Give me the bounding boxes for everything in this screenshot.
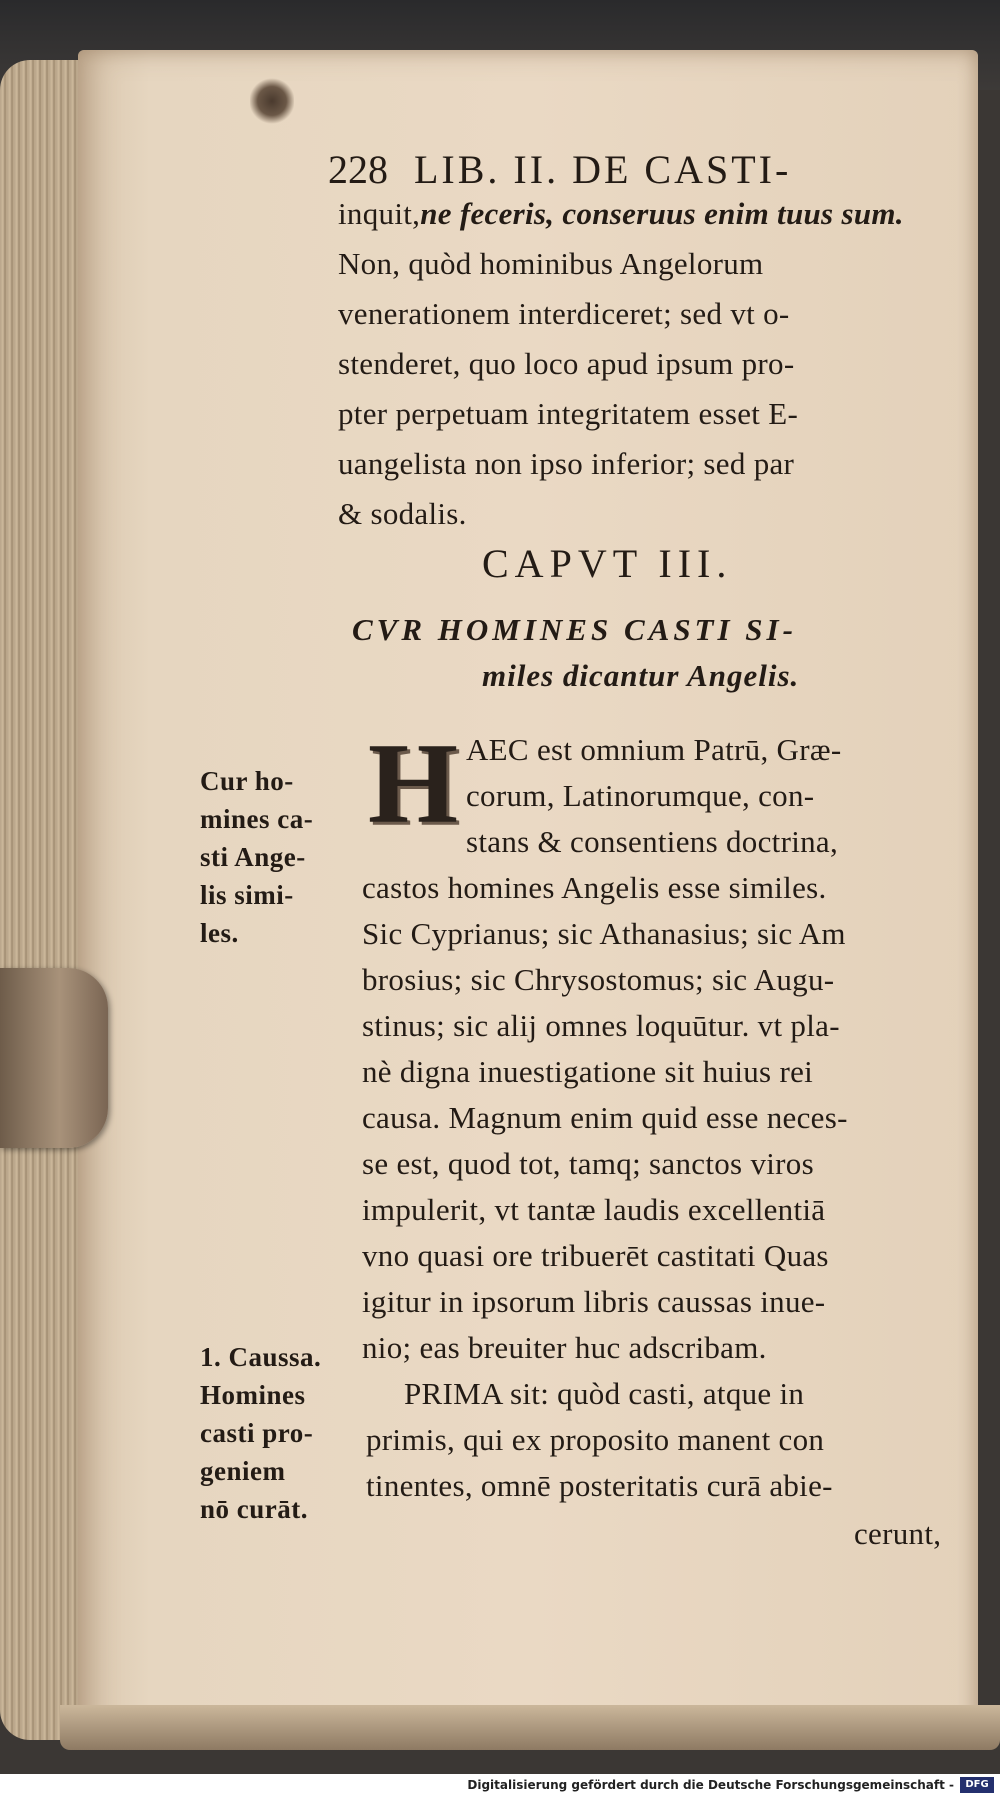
body-line: primis, qui ex proposito manent con [366,1422,825,1457]
margin-note-line: nō curāt. [200,1494,308,1524]
body-line: se est, quod tot, tamq; sanctos viros [362,1146,814,1181]
running-title: LIB. II. DE CASTI- [414,147,792,192]
body-line: AEC est omnium Patrū, Græ- [466,732,842,767]
ink-stain [250,78,294,124]
body-line: igitur in ipsorum libris caussas inue- [362,1284,826,1319]
body-line: & sodalis. [338,496,467,531]
margin-note-line: sti Ange- [200,842,306,872]
margin-note-line: mines ca- [200,804,314,834]
body-line: inquit,ne feceris, conseruus enim tuus sum. [338,196,904,231]
dfg-logo: DFG [960,1777,994,1793]
chapter-heading: CAPVT III. [482,541,733,586]
margin-note-line: geniem [200,1456,286,1486]
catchword: cerunt, [854,1516,942,1551]
chapter-subtitle-line-1: CVR HOMINES CASTI SI- [352,612,797,647]
book-bottom-edge [60,1705,1000,1750]
margin-note-line: les. [200,918,239,948]
body-line: impulerit, vt tantæ laudis excellentiā [362,1192,826,1227]
body-line: pter perpetuam integritatem esset E- [338,396,799,431]
body-line: stenderet, quo loco apud ipsum pro- [338,346,795,381]
body-line: corum, Latinorumque, con- [466,778,815,813]
body-line: Non, quòd hominibus Angelorum [338,246,764,281]
chapter-subtitle-line-2: miles dicantur Angelis. [482,658,800,693]
body-line: nio; eas breuiter huc adscribam. [362,1330,767,1365]
body-line: uangelista non ipso inferior; sed par [338,446,795,481]
margin-note-line: Homines [200,1380,306,1410]
book-clasp [0,968,108,1148]
body-line: tinentes, omnē posteritatis curā abie- [366,1468,833,1503]
margin-note-line: lis simi- [200,880,294,910]
drop-cap: H [367,720,459,848]
body-line: stinus; sic alij omnes loquūtur. vt pla- [362,1008,840,1043]
body-line: venerationem interdiceret; sed vt o- [338,296,790,331]
margin-note-line: 1. Caussa. [200,1342,322,1372]
book-page-edges [0,60,90,1740]
body-line: nè digna inuestigatione sit huius rei [362,1054,814,1089]
body-line: stans & consentiens doctrina, [466,824,839,859]
body-line: castos homines Angelis esse similes. [362,870,827,905]
page-number: 228 [328,147,388,192]
margin-note-line: casti pro- [200,1418,314,1448]
body-line: vno quasi ore tribuerēt castitati Quas [362,1238,829,1273]
body-line: PRIMA sit: quòd casti, atque in [404,1376,805,1411]
footer-credit: Digitalisierung gefördert durch die Deutsche Forschungsgemeinschaft - [467,1778,954,1792]
margin-note-line: Cur ho- [200,766,294,796]
body-line: brosius; sic Chrysostomus; sic Augu- [362,962,835,997]
running-head [328,146,791,193]
body-line: Sic Cyprianus; sic Athanasius; sic Am [362,916,846,951]
body-line: causa. Magnum enim quid esse neces- [362,1100,848,1135]
